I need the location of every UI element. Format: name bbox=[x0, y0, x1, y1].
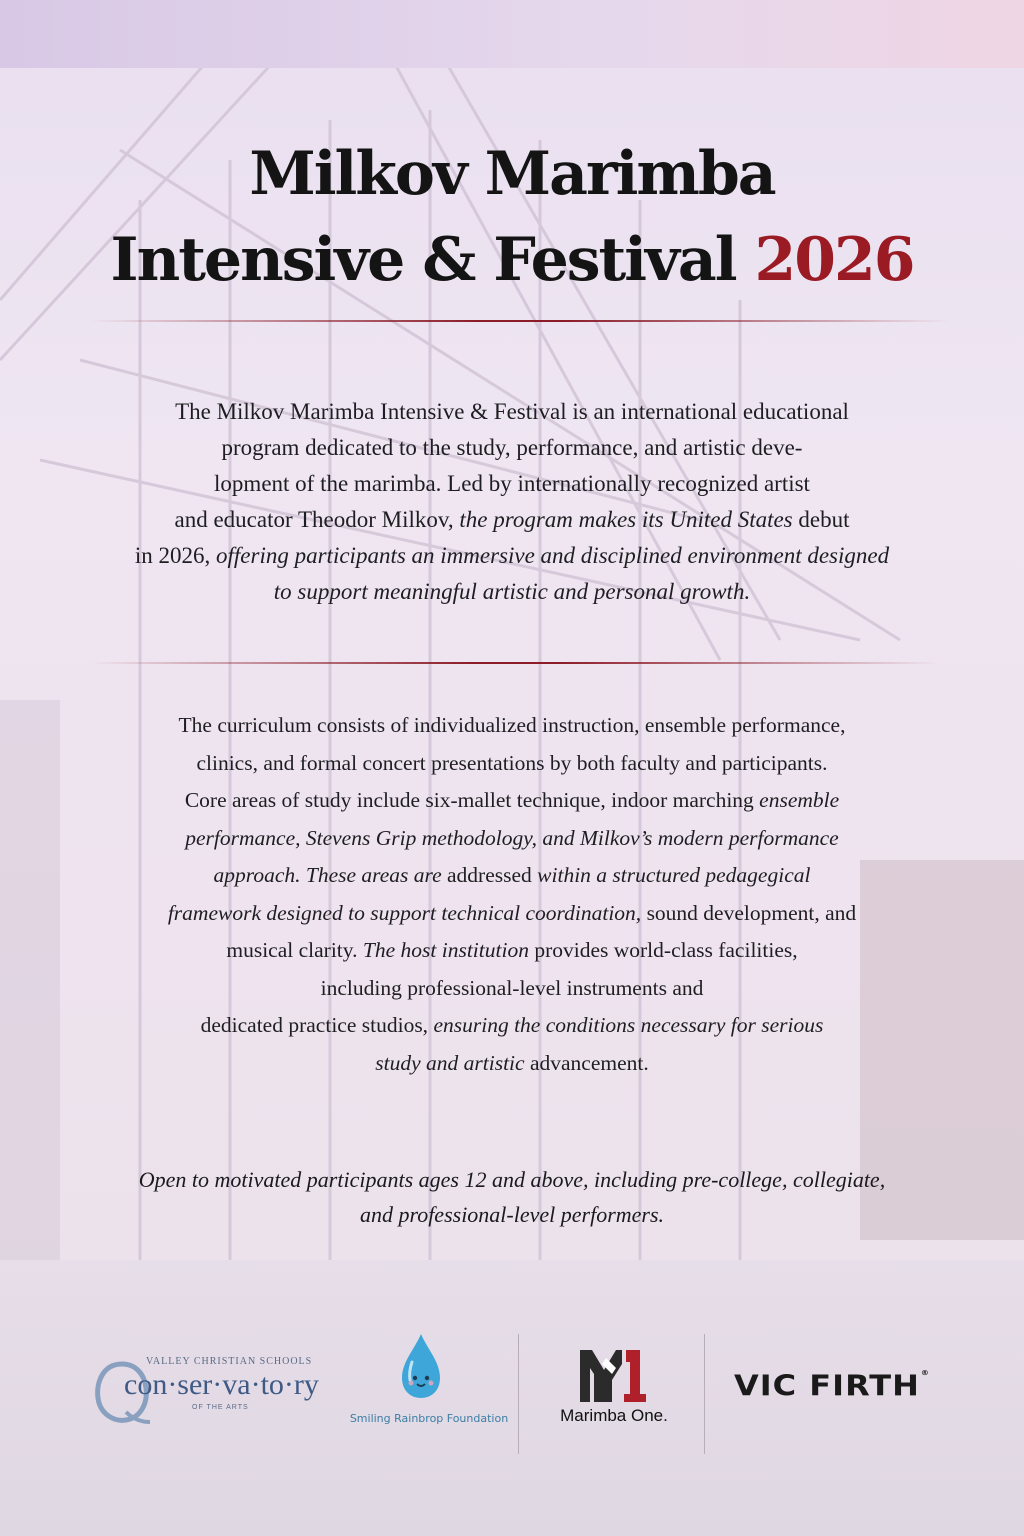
sponsor-divider bbox=[518, 1334, 519, 1454]
curriculum-line: performance, Stevens Grip methodology, and Milkov’s modern performance bbox=[185, 825, 839, 850]
title-main-text: Intensive & Festival bbox=[110, 225, 736, 295]
curriculum-line: clinics, and formal concert presentations by both faculty and participants. bbox=[196, 750, 828, 775]
vcs-top-text: VALLEY CHRISTIAN SCHOOLS bbox=[146, 1356, 313, 1367]
intro-line: in 2026, offering participants an immersive and disciplined environment designed bbox=[134, 543, 890, 568]
curriculum-line: including professional-level instruments and bbox=[320, 975, 704, 1000]
title-year: 2026 bbox=[754, 225, 914, 295]
page-title-line1: Milkov Marimba bbox=[249, 139, 775, 209]
curriculum-line: framework designed to support technical coordination, sound development, and bbox=[167, 900, 857, 925]
valley-christian-conservatory-logo bbox=[92, 1346, 332, 1436]
marimba-one-m1-mark-icon bbox=[576, 1344, 652, 1404]
curriculum-line: Core areas of study include six-mallet technique, indoor marching ensemble bbox=[184, 788, 840, 812]
vic-firth-name-text: VIC FIRTH bbox=[734, 1368, 920, 1403]
smiling-raindrop-foundation-logo bbox=[344, 1332, 514, 1442]
vic-firth-logo bbox=[734, 1369, 964, 1414]
intro-paragraph bbox=[60, 394, 964, 610]
intro-line: to support meaningful artistic and personal growth. bbox=[273, 579, 751, 604]
srf-name-text: Smiling Rainbrop Foundation bbox=[349, 1412, 509, 1425]
curriculum-paragraph bbox=[60, 707, 964, 1082]
eligibility-paragraph bbox=[60, 1162, 964, 1232]
sponsor-logos bbox=[0, 1320, 1024, 1460]
intro-line: and educator Theodor Milkov, the program makes its United States debut bbox=[174, 507, 850, 532]
sponsor-divider bbox=[704, 1334, 705, 1454]
eligibility-line: and professional-level performers. bbox=[359, 1202, 665, 1227]
marimba-one-logo bbox=[534, 1344, 694, 1444]
curriculum-line: approach. These areas are addressed within a structured pedagegical bbox=[213, 863, 811, 887]
curriculum-line: musical clarity. The host institution provides world-class facilities, bbox=[226, 938, 798, 962]
curriculum-line: study and artistic advancement. bbox=[375, 1050, 649, 1075]
intro-line: lopment of the marimba. Led by internationally recognized artist bbox=[214, 471, 810, 496]
raindrop-mascot-icon bbox=[396, 1332, 446, 1402]
vcs-main-text: con·ser·va·to·ry bbox=[124, 1368, 319, 1401]
eligibility-line: Open to motivated participants ages 12 and above, including pre-college, collegiate, bbox=[138, 1167, 886, 1192]
divider-middle bbox=[90, 662, 940, 664]
intro-line: The Milkov Marimba Intensive & Festival is an international educational bbox=[175, 399, 849, 424]
marimba-one-name-text: Marimba One. bbox=[560, 1406, 668, 1425]
page-title-line2 bbox=[0, 225, 1024, 295]
divider-top bbox=[90, 320, 950, 322]
registered-mark: ® bbox=[920, 1368, 930, 1377]
curriculum-line: dedicated practice studios, ensuring the conditions necessary for serious bbox=[200, 1013, 824, 1037]
vcs-sub-text: OF THE ARTS bbox=[192, 1404, 249, 1411]
intro-line: program dedicated to the study, performance, and artistic deve- bbox=[221, 435, 803, 460]
curriculum-line: The curriculum consists of individualized instruction, ensemble performance, bbox=[178, 713, 846, 737]
